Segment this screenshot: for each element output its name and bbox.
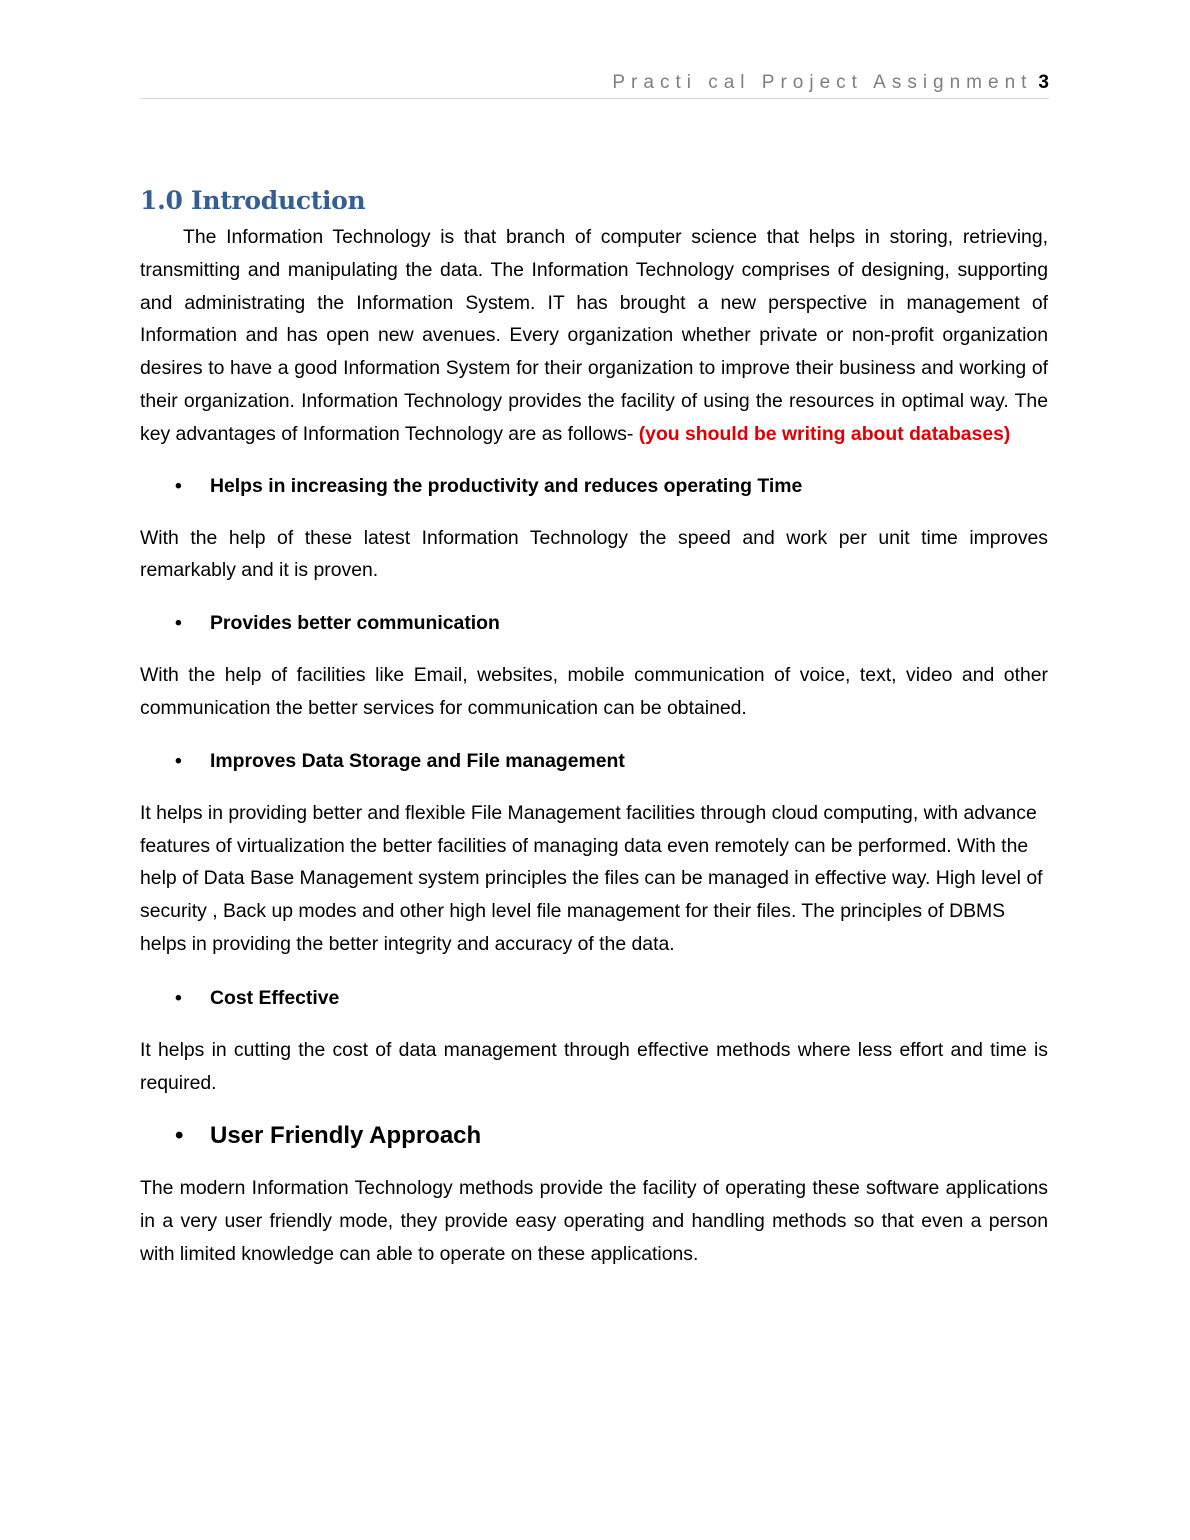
bullet-cost-effective <box>140 982 1048 1014</box>
paragraph-user-friendly: The modern Information Technology methods provide the facility of operating these software applications in a very user friendly mode, they provide easy operating and handling methods so that even a person with limited knowledge can able to operate on these applications. <box>140 1177 1048 1265</box>
section-heading: 1.0 Introduction <box>140 186 366 215</box>
reviewer-note: (you should be writing about databases) <box>638 422 1011 445</box>
page-header <box>140 70 1049 99</box>
document-body <box>140 183 1048 1271</box>
bullet-communication <box>140 607 1048 639</box>
bullet-title: User Friendly Approach <box>210 1122 482 1150</box>
bullet-icon: • <box>175 749 182 772</box>
bullet-icon: • <box>175 986 182 1009</box>
bullet-icon: • <box>175 474 182 497</box>
bullet-title: Improves Data Storage and File management <box>210 749 625 772</box>
bullet-title: Helps in increasing the productivity and reduces operating Time <box>210 474 803 497</box>
bullet-title: Provides better communication <box>210 612 500 635</box>
bullet-data-storage <box>140 745 1048 777</box>
header-title: Practi cal Project Assignment <box>612 72 1033 93</box>
page-number: 3 <box>1038 72 1049 93</box>
bullet-icon: • <box>175 1122 184 1150</box>
bullet-icon: • <box>175 612 182 635</box>
bullet-productivity <box>140 470 1048 502</box>
paragraph-communication: With the help of facilities like Email, websites, mobile communication of voice, text, video and other communication the better services for communication can be obtained. <box>140 664 1048 719</box>
intro-text: The Information Technology is that branch of computer science that helps in storing, retrieving, transmitting and manipulating the data. The Information Technology comprises of designing, supporting and administrating the Information System. IT has brought a new perspective in management of Information and has open new avenues. Every organization whether private or non-profit organization desires to have a good Information System for their organization to improve their business and working of their organization. Information Technology provides the facility of using the resources in optimal way. The key advantages of Information Technology are as follows- <box>140 226 1048 445</box>
paragraph-data-storage: It helps in providing better and flexible File Management facilities through cloud computing, with advance features of virtualization the better facilities of managing data even remotely can be performed. With the help of Data Base Management system principles the files can be managed in effective way. High level of security , Back up modes and other high level file management for their files. The principles of DBMS helps in providing the better integrity and accuracy of the data. <box>140 801 1043 955</box>
paragraph-cost-effective: It helps in cutting the cost of data management through effective methods where less effort and time is required. <box>140 1038 1048 1094</box>
paragraph-productivity: With the help of these latest Information Technology the speed and work per unit time improves remarkably and it is proven. <box>140 526 1048 582</box>
bullet-user-friendly <box>140 1118 1048 1154</box>
intro-paragraph <box>140 221 1048 451</box>
bullet-title: Cost Effective <box>210 986 340 1009</box>
